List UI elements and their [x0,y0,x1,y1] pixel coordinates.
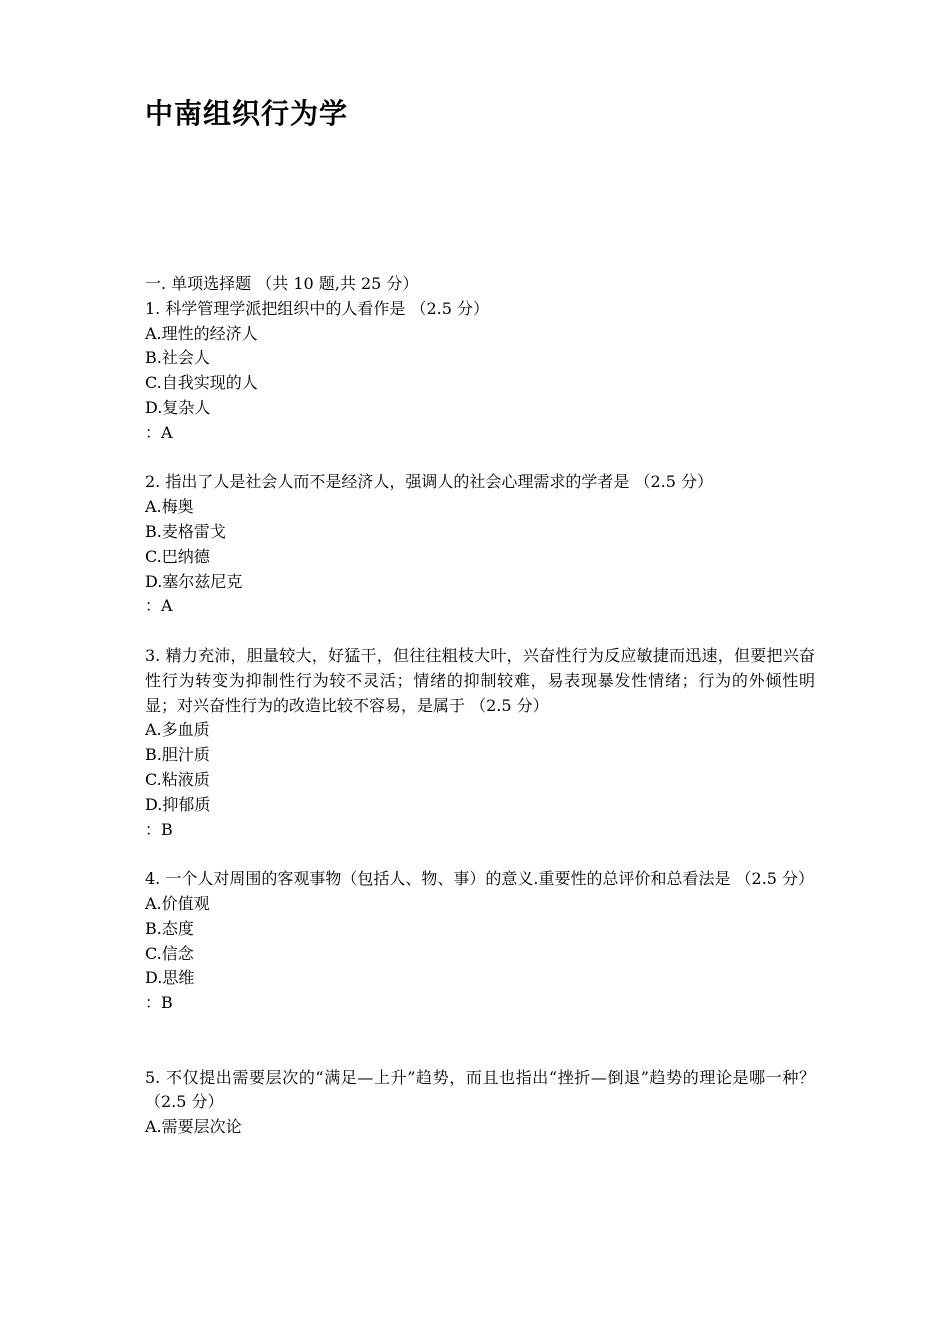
question-1 [145,297,815,446]
spacer [145,842,815,867]
option-c: C.自我实现的人 [145,373,258,393]
question-3 [145,644,815,842]
answer: ：B [145,819,173,839]
option-a: A.理性的经济人 [145,323,258,343]
option-b: B.社会人 [145,348,210,368]
spacer [145,619,815,644]
document-content [145,272,815,1140]
document-title: 中南组织行为学 [145,97,349,130]
option-a: A.梅奥 [145,497,194,517]
question-stem: 2. 指出了人是社会人而不是经济人，强调人的社会心理需求的学者是 （2.5 分） [145,472,713,492]
question-2 [145,470,815,619]
option-d: D.复杂人 [145,397,211,417]
option-c: C.巴纳德 [145,546,210,566]
question-5 [145,1066,815,1140]
question-stem: 1. 科学管理学派把组织中的人看作是 （2.5 分） [145,298,489,318]
question-stem: 3. 精力充沛，胆量较大，好猛干，但往往粗枝大叶，兴奋性行为反应敏捷而迅速，但要把兴奋性行为转变为抑制性行为较不灵活；情绪的抑制较难，易表现暴发性情绪；行为的外倾性明显；对兴奋性行为的改造比较不容易，是属于 （2.5 分） [145,645,815,715]
option-d: D.塞尔兹尼克 [145,571,243,591]
question-stem: 5. 不仅提出需要层次的“满足—上升”趋势，而且也指出“挫折—倒退”趋势的理论是哪一种？ （2.5 分） [145,1067,815,1112]
option-c: C.粘液质 [145,769,210,789]
option-d: D.抑郁质 [145,794,211,814]
answer: ：A [145,422,173,442]
option-b: B.麦格雷戈 [145,521,226,541]
option-a: A.价值观 [145,893,210,913]
section-header: 一. 单项选择题 （共 10 题,共 25 分） [145,274,419,293]
question-stem: 4. 一个人对周围的客观事物（包括人、物、事）的意义.重要性的总评价和总看法是 （2.5 分） [145,869,815,889]
option-b: B.胆汁质 [145,745,210,765]
option-a: A.需要层次论 [145,1117,242,1137]
option-c: C.信念 [145,943,194,963]
spacer [145,1016,815,1066]
option-b: B.态度 [145,918,194,938]
question-4 [145,867,815,1016]
answer: ：A [145,596,173,616]
answer: ：B [145,993,173,1013]
spacer [145,446,815,471]
option-a: A.多血质 [145,720,210,740]
option-d: D.思维 [145,968,195,988]
